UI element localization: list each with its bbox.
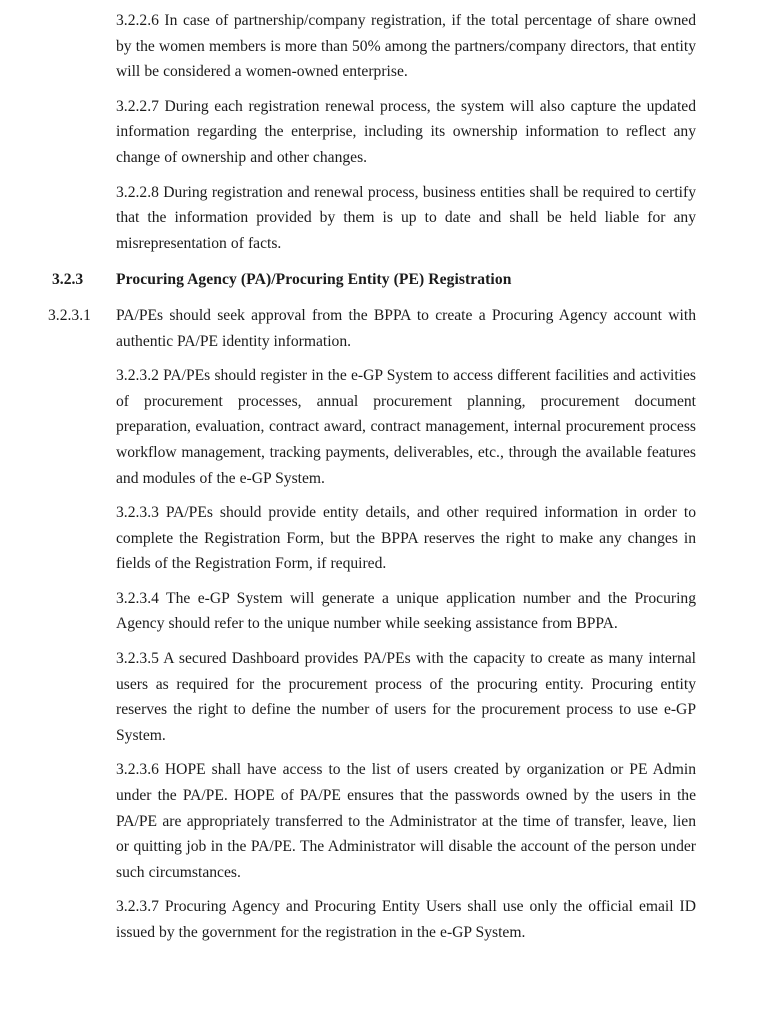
- paragraph-3-2-3-1: [48, 303, 696, 354]
- paragraph-3-2-3-6: 3.2.3.6 HOPE shall have access to the list of users created by organization or PE Admin under the PA/PE. HOPE of PA/PE ensures that the passwords owned by the users in the PA/PE are appropriately transferred to the Administrator at the time of transfer, leave, lien or quitting job in the PA/PE. The Administrator will disable the account of the person under such circumstances.: [116, 761, 696, 881]
- paragraph-3-2-2-8: 3.2.2.8 During registration and renewal process, business entities shall be required to certify that the information provided by them is up to date and shall be held liable for any misrepresentation of facts.: [116, 183, 696, 252]
- section-heading-number: 3.2.3: [52, 271, 84, 289]
- paragraph-text-3-2-3-1: PA/PEs should seek approval from the BPPA to create a Procuring Agency account with authentic PA/PE identity information.: [116, 306, 696, 350]
- paragraph-3-2-3-4: 3.2.3.4 The e-GP System will generate a unique application number and the Procuring Agency should refer to the unique number while seeking assistance from BPPA.: [116, 589, 696, 633]
- paragraph-3-2-3-2: 3.2.3.2 PA/PEs should register in the e-GP System to access different facilities and activities of procurement processes, annual procurement planning, procurement document preparation, evaluation, contract award, contract management, internal procurement process workflow management, tracking payments, deliverables, etc., through the available features and modules of the e-GP System.: [116, 367, 696, 487]
- paragraph-3-2-3-5: 3.2.3.5 A secured Dashboard provides PA/PEs with the capacity to create as many internal users as required for the procurement process of the procuring entity. Procuring entity reserves the right to define the number of users for the procurement process to use e-GP System.: [116, 650, 696, 744]
- paragraph-3-2-3-7: 3.2.3.7 Procuring Agency and Procuring Entity Users shall use only the official email ID issued by the government for the registration in the e-GP System.: [116, 898, 696, 941]
- paragraph-number-3-2-3-1: 3.2.3.1: [48, 306, 91, 324]
- section-heading-title: Procuring Agency (PA)/Procuring Entity (PE) Registration: [116, 271, 512, 289]
- section-heading-3-2-3: [48, 267, 696, 293]
- paragraph-3-2-3-3: 3.2.3.3 PA/PEs should provide entity details, and other required information in order to complete the Registration Form, but the BPPA reserves the right to make any changes in fields of the Registration Form, if required.: [116, 504, 696, 573]
- paragraph-3-2-2-7: 3.2.2.7 During each registration renewal process, the system will also capture the updated information regarding the enterprise, including its ownership information to reflect any change of ownership and other changes.: [116, 97, 696, 166]
- paragraph-3-2-2-6: 3.2.2.6 In case of partnership/company registration, if the total percentage of share owned by the women members is more than 50% among the partners/company directors, that entity will be considered a women-owned enterprise.: [116, 12, 696, 81]
